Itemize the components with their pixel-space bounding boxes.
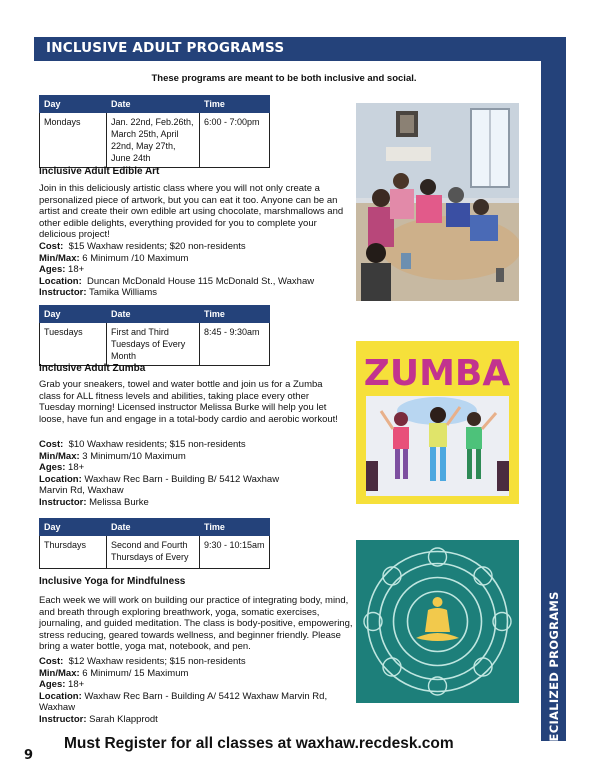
col-day: Day	[40, 96, 107, 113]
side-banner-label: SPECIALIZED PROGRAMS	[547, 591, 561, 759]
minmax-label: Min/Max:	[39, 450, 80, 462]
location-label: Location:	[39, 473, 82, 485]
col-time: Time	[200, 519, 270, 536]
schedule-table-yoga	[39, 518, 270, 569]
cell-date: Jan. 22nd, Feb.26th, March 25th, April 22nd, May 27th, June 24th	[107, 113, 200, 168]
table-header-row	[40, 519, 270, 536]
minmax-label: Min/Max:	[39, 667, 80, 679]
edible-art-photo	[356, 103, 519, 301]
cost-label: Cost:	[39, 439, 64, 450]
table-row	[40, 113, 270, 168]
minmax-value: 6 Minimum/ 15 Maximum	[82, 667, 189, 679]
ages-label: Ages:	[39, 462, 66, 473]
location-value: Duncan McDonald House 115 McDonald St., Waxhaw	[87, 275, 315, 287]
cost-label: Cost:	[39, 656, 64, 667]
instructor-label: Instructor:	[39, 496, 87, 508]
cell-time: 8:45 - 9:30am	[200, 323, 270, 366]
ages-label: Ages:	[39, 679, 66, 690]
col-day: Day	[40, 306, 107, 323]
cell-day: Mondays	[40, 113, 107, 168]
table-row	[40, 536, 270, 569]
program-details	[39, 656, 339, 725]
table-header-row	[40, 96, 270, 113]
ages-label: Ages:	[39, 264, 66, 275]
table-header-row	[40, 306, 270, 323]
zumba-illustration	[356, 341, 519, 504]
col-date: Date	[107, 96, 200, 113]
minmax-value: 6 Minimum /10 Maximum	[82, 252, 189, 264]
program-description: Grab your sneakers, towel and water bottle and join us for a Zumba class for ALL fitness levels and abilities, taking place every other Tuesday morning! Licensed instructor Melissa Burke will help you let loose, have fun and engage in a total-body cardio and aerobic workout!	[39, 379, 338, 425]
program-details	[39, 439, 309, 508]
schedule-table-zumba	[39, 305, 270, 366]
zumba-word: ZUMBA	[363, 353, 511, 394]
page-number: 9	[24, 748, 34, 763]
instructor-value: Tamika Williams	[88, 287, 158, 298]
intro-text: These programs are meant to be both inclusive and social.	[151, 73, 417, 84]
location-value: Waxhaw Rec Barn - Building A/ 5412 Waxhaw Marvin Rd, Waxhaw	[39, 690, 328, 713]
program-description: Each week we will work on building our practice of integrating body, mind, and breath through exploring breathwork, yoga, somatic exercises, journaling, and guided meditation. The class is body-positive, empowering, stress reducing, geared towards wellness, and beginner friendly. Please bring a water bottle, yoga mat, notebook, and pen.	[39, 595, 353, 652]
location-label: Location:	[39, 275, 82, 287]
ages-value: 18+	[68, 679, 85, 690]
cost-value: $10 Waxhaw residents; $15 non-residents	[68, 439, 246, 450]
col-date: Date	[107, 519, 200, 536]
table-row	[40, 323, 270, 366]
location-label: Location:	[39, 690, 82, 702]
instructor-value: Sarah Klapprodt	[89, 713, 158, 725]
cell-day: Tuesdays	[40, 323, 107, 366]
ages-value: 18+	[68, 264, 85, 275]
cell-day: Thursdays	[40, 536, 107, 569]
program-description: Join in this deliciously artistic class where you will not only create a personalized piece of artwork, but you can eat it too. Anyone can be an artist and create their own edible art using chocolate, marshmallows and other edible delights, everything provided for you to complete your delicious project!	[39, 183, 344, 240]
minmax-value: 3 Minimum/10 Maximum	[82, 450, 186, 462]
program-details	[39, 241, 349, 299]
col-time: Time	[200, 306, 270, 323]
cost-value: $12 Waxhaw residents; $15 non-residents	[68, 656, 246, 667]
cell-date: First and Third Tuesdays of Every Month	[107, 323, 200, 366]
instructor-value: Melissa Burke	[89, 496, 149, 508]
schedule-table-edible-art	[39, 95, 270, 168]
instructor-label: Instructor:	[39, 287, 87, 298]
cost-value: $15 Waxhaw residents; $20 non-residents	[68, 241, 246, 252]
cost-label: Cost:	[39, 241, 64, 252]
yoga-mandala-illustration	[356, 540, 519, 703]
location-value: Waxhaw Rec Barn - Building B/ 5412 Waxhaw Marvin Rd, Waxhaw	[39, 473, 280, 496]
register-footer: Must Register for all classes at waxhaw.recdesk.com	[64, 735, 454, 752]
instructor-label: Instructor:	[39, 713, 87, 725]
program-title: Inclusive Yoga for Mindfulness	[39, 576, 186, 587]
cell-time: 9:30 - 10:15am	[200, 536, 270, 569]
page-title: INCLUSIVE ADULT PROGRAMSS	[46, 40, 285, 56]
program-title: Inclusive Adult Edible Art	[39, 166, 160, 177]
col-time: Time	[200, 96, 270, 113]
col-day: Day	[40, 519, 107, 536]
cell-date: Second and Fourth Thursdays of Every	[107, 536, 200, 569]
minmax-label: Min/Max:	[39, 252, 80, 264]
cell-time: 6:00 - 7:00pm	[200, 113, 270, 168]
col-date: Date	[107, 306, 200, 323]
ages-value: 18+	[68, 462, 85, 473]
program-title: Inclusive Adult Zumba	[39, 363, 146, 374]
